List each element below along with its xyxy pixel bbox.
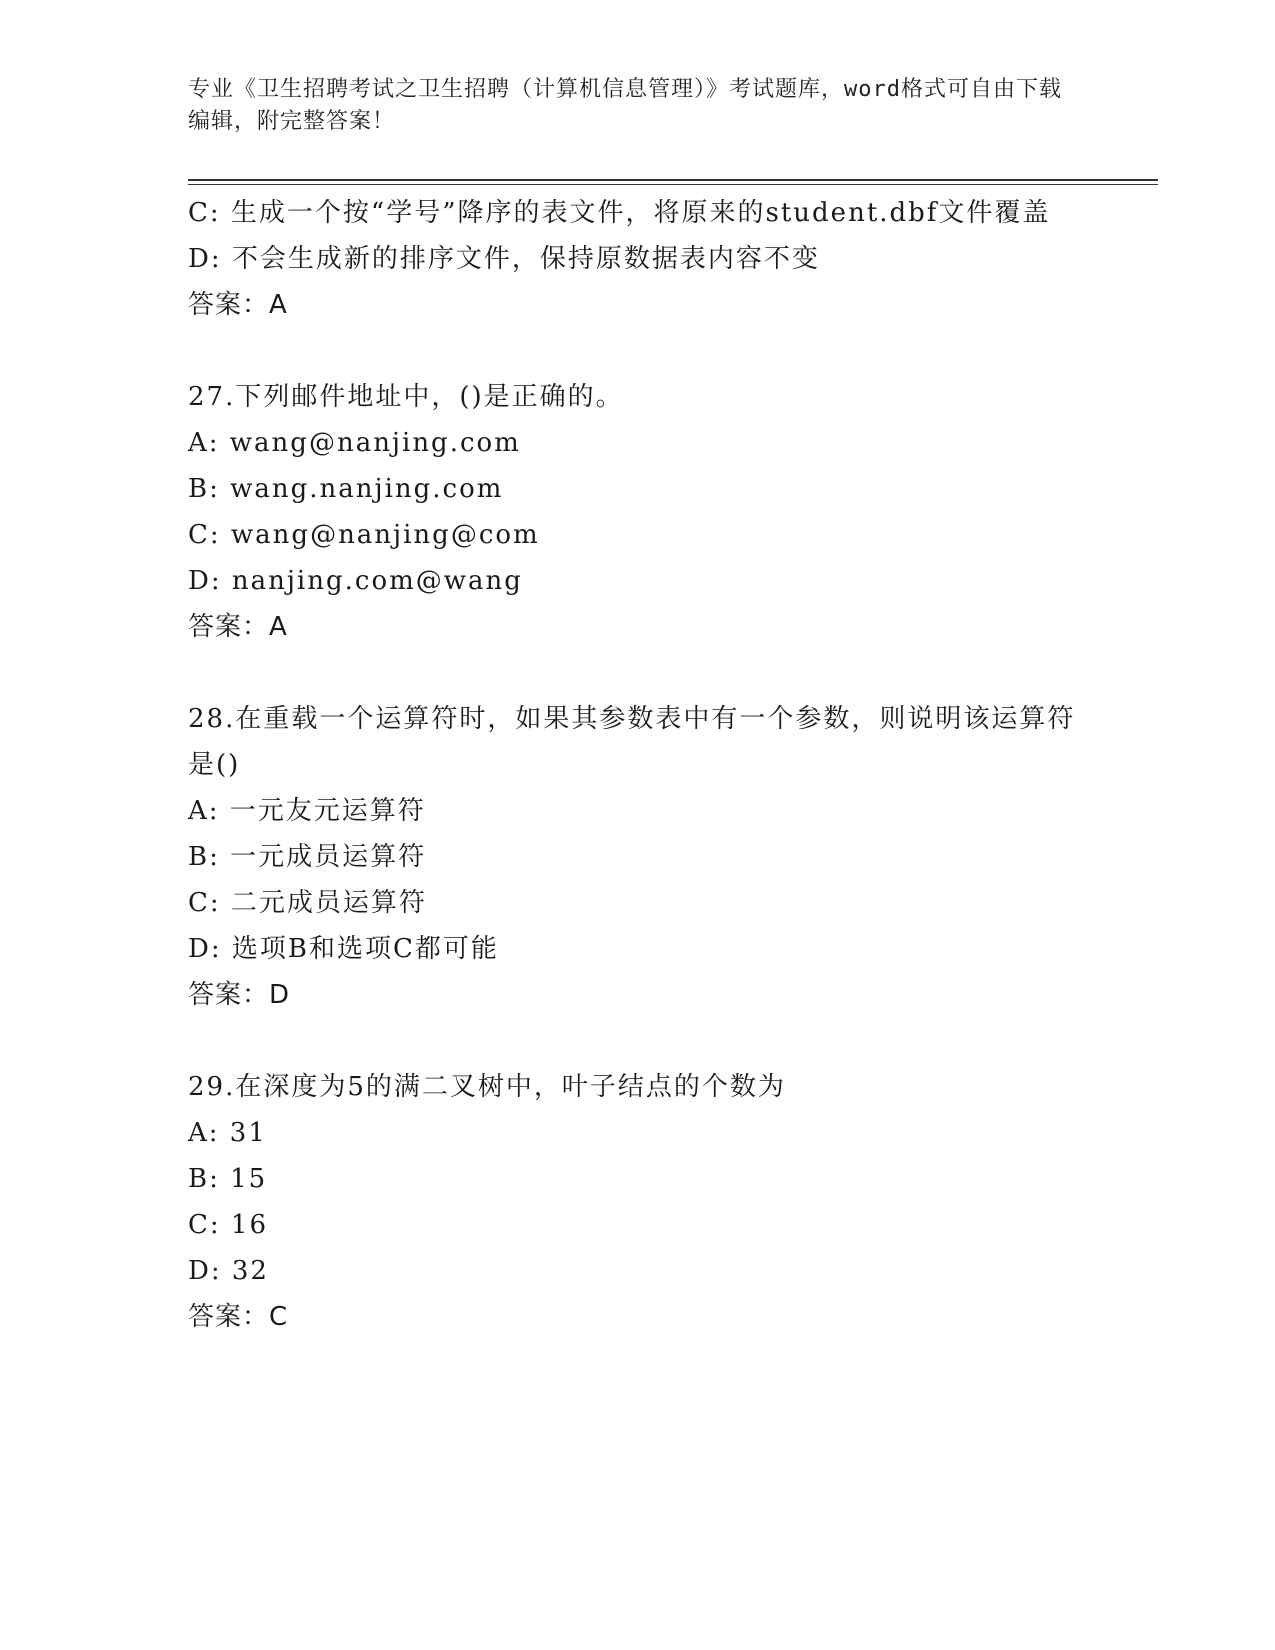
option-b: B: wang.nanjing.com — [188, 474, 504, 504]
option-c: C: 二元成员运算符 — [188, 888, 427, 918]
answer-line: 答案：D — [188, 980, 291, 1010]
option-c: C: 生成一个按“学号”降序的表文件，将原来的student.dbf文件覆盖 — [188, 198, 1051, 228]
document-header: 专业《卫生招聘考试之卫生招聘（计算机信息管理）》考试题库，word格式可自由下载编辑，附完整答案！ — [188, 77, 1062, 134]
option-a: A: wang@nanjing.com — [188, 428, 521, 458]
answer-line: 答案：A — [188, 290, 288, 320]
option-d: D: 32 — [188, 1256, 269, 1286]
option-a: A: 31 — [188, 1118, 267, 1148]
question-block-29 — [188, 1064, 1088, 1340]
option-c: C: wang@nanjing@com — [188, 520, 540, 550]
question-block-27 — [188, 374, 1088, 650]
header-rule-thin — [188, 184, 1158, 185]
option-c: C: 16 — [188, 1210, 269, 1240]
header-rule-thick — [188, 179, 1158, 181]
question-block-26-continued — [188, 190, 1088, 328]
question-text: 27.下列邮件地址中，()是正确的。 — [188, 382, 624, 412]
option-d: D: 选项B和选项C都可能 — [188, 934, 499, 964]
answer-line: 答案：C — [188, 1302, 289, 1332]
option-a: A: 一元友元运算符 — [188, 796, 426, 826]
option-d: D: nanjing.com@wang — [188, 566, 523, 596]
option-d: D: 不会生成新的排序文件，保持原数据表内容不变 — [188, 244, 820, 274]
question-list — [188, 190, 1088, 1340]
question-text: 28.在重载一个运算符时，如果其参数表中有一个参数，则说明该运算符是() — [188, 704, 1076, 780]
question-text: 29.在深度为5的满二叉树中，叶子结点的个数为 — [188, 1072, 786, 1102]
answer-line: 答案：A — [188, 612, 288, 642]
option-b: B: 15 — [188, 1164, 268, 1194]
option-b: B: 一元成员运算符 — [188, 842, 427, 872]
question-block-28 — [188, 696, 1088, 1018]
